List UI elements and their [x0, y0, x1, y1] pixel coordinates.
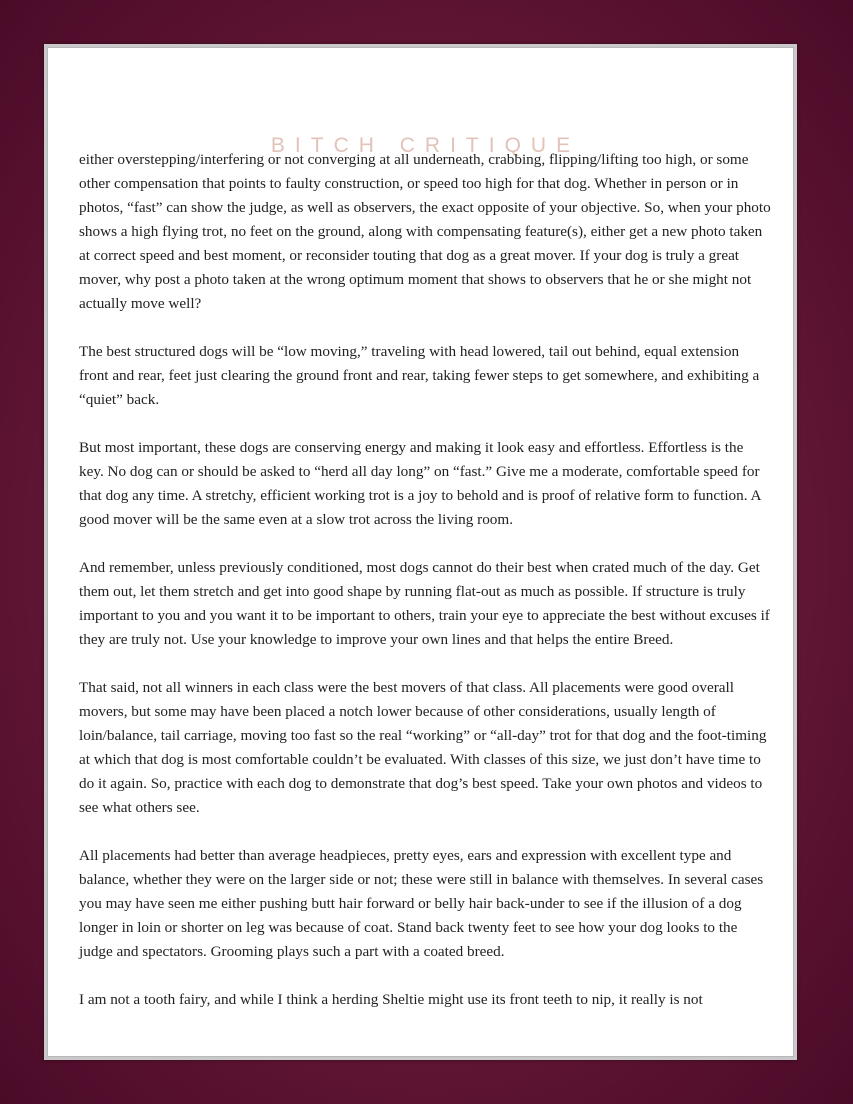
paragraph-1: either overstepping/interfering or not converging at all underneath, crabbing, flipping/lifting too high, or some other compensation that points to faulty construction, or speed too high for that dog. Whether in person or in photos, “fast” can show the judge, as well as observers, the exact opposite of your objective. So, when your photo shows a high flying trot, no feet on the ground, along with compensating feature(s), either get a new photo taken at correct speed and best moment, or reconsider touting that dog as a great mover. If your dog is truly a great mover, why post a photo taken at the wrong optimum moment that shows to observers that he or she might not actually move well? — [79, 151, 771, 312]
paragraph-4: And remember, unless previously conditioned, most dogs cannot do their best when crated much of the day. Get them out, let them stretch and get into good shape by running flat-out as much as possible. If structure is truly important to you and you want it to be important to others, train your eye to appreciate the best without excuses if they are truly not. Use your knowledge to improve your own lines and that helps the entire Breed. — [79, 559, 770, 648]
document-page — [47, 47, 794, 1057]
paragraph-3: But most important, these dogs are conserving energy and making it look easy and effortless. Effortless is the key. No dog can or should be asked to “herd all day long” on “fast.” Give me a moderate, comfortable speed for that dog any time. A stretchy, efficient working trot is a joy to behold and is proof of relative form to function. A good mover will be the same even at a slow trot across the living room. — [79, 439, 761, 528]
paragraph-7: I am not a tooth fairy, and while I think a herding Sheltie might use its front teeth to nip, it really is not — [79, 991, 703, 1008]
paragraph-2: The best structured dogs will be “low moving,” traveling with head lowered, tail out behind, equal extension front and rear, feet just clearing the ground front and rear, taking fewer steps to get somewhere, and exhibiting a “quiet” back. — [79, 343, 760, 408]
paragraph-6: All placements had better than average headpieces, pretty eyes, ears and expression with excellent type and balance, whether they were on the larger side or not; these were still in balance with themselves. In several cases you may have seen me either pushing butt hair forward or belly hair back-under to see if the illusion of a dog longer in loin or shorter on leg was because of coat. Stand back twenty feet to see how your dog looks to the judge and spectators. Grooming plays such a part with a coated breed. — [79, 847, 764, 960]
paragraph-5: That said, not all winners in each class were the best movers of that class. All placements were good overall movers, but some may have been placed a notch lower because of other considerations, usually length of loin/balance, tail carriage, moving too fast so the real “working” or “all-day” trot for that dog and the foot-timing at which that dog is most comfortable couldn’t be evaluated. With classes of this size, we just don’t have time to do it again. So, practice with each dog to demonstrate that dog’s best speed. Take your own photos and videos to see what others see. — [79, 679, 767, 816]
page-title: BITCH CRITIQUE — [270, 134, 581, 157]
page-frame — [44, 44, 797, 1060]
article-body — [79, 148, 771, 1036]
